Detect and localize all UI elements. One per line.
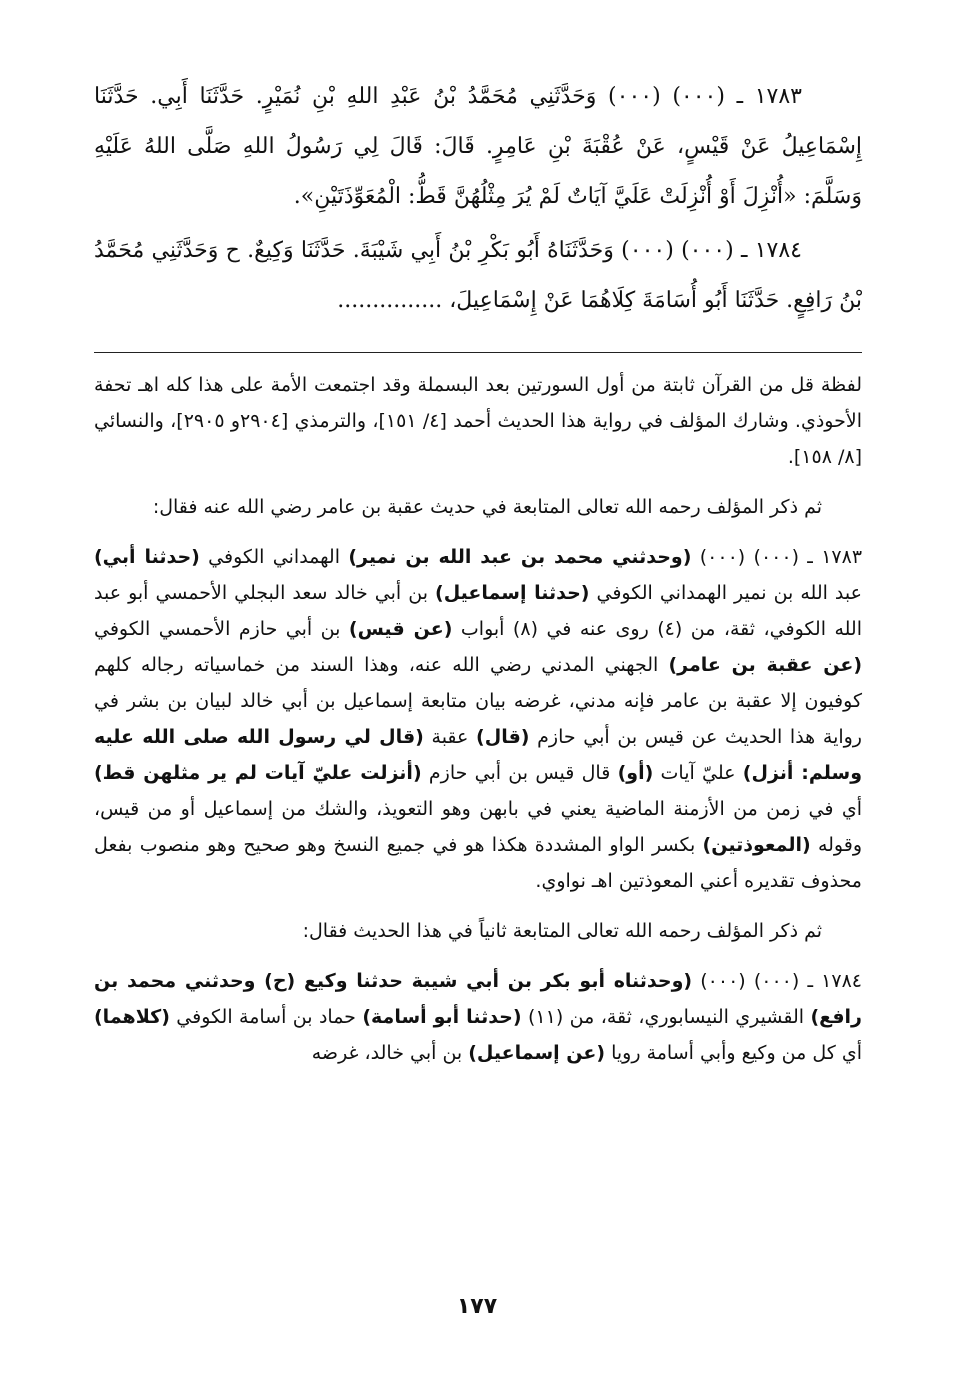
hadith-text — [94, 72, 862, 326]
commentary — [94, 367, 862, 1071]
commentary-footnote: لفظة قل من القرآن ثابتة من أول السورتين بعد البسملة وقد اجتمعت الأمة على هذا كله اهـ تحفة الأحوذي. وشارك المؤلف في رواية هذا الحديث أحمد [٤/ ١٥١]، والترمذي [٢٩٠٤و ٢٩٠٥]، والنسائي [٨/ ١٥٨]. — [94, 374, 862, 468]
bold-run: (عن إسماعيل) — [468, 1042, 606, 1064]
text-run: ١٧٨٤ ـ (٠٠٠) (٠٠٠) — [692, 970, 862, 992]
hadith-1783: ١٧٨٣ ـ (٠٠٠) (٠٠٠) وَحَدَّثَنِي مُحَمَّدُ بْنُ عَبْدِ اللهِ بْنِ نُمَيْرٍ. حَدَّثَنَا أَبِي. حَدَّثَنَا إِسْمَاعِيلُ عَنْ قَيْسٍ، عَنْ عُقْبَةَ بْنِ عَامِرٍ. قَالَ: قَالَ لِي رَسُولُ اللهِ صَلَّى اللهُ عَلَيْهِ وَسَلَّمَ: «أُنْزِلَ أَوْ أُنْزِلَتْ عَلَيَّ آيَاتٌ لَمْ يُرَ مِثْلُهُنَّ قَطُّ: الْمُعَوِّذَتَيْنِ». — [94, 84, 862, 209]
text-run: أي في زمن من الأزمنة الماضية يعني في بابهن وهو التعويذ، والشك من إسماعيل أو من قيس، وقوله — [94, 798, 862, 856]
text-run: عقبة — [423, 726, 477, 748]
commentary-1784 — [94, 963, 862, 1071]
text-run: بن أبي خالد سعد البجلي الأحمسي أبو عبد الله الكوفي، ثقة، من (٤) روى عنه في (٨) أبواب — [94, 582, 862, 640]
text-run: عبد الله بن نمير الهمداني الكوفي — [589, 582, 862, 604]
text-run: عليّ آيات — [653, 762, 743, 784]
text-run: القشيري النيسابوري، ثقة، من (١١) — [521, 1006, 811, 1028]
text-run: أي كل من وكيع وأبي أسامة رويا — [605, 1042, 862, 1064]
bold-run: (وحدثناه أبو بكر بن أبي شيبة حدثنا وكيع (ح) وحدثني محمد بن رافع) — [94, 970, 862, 1028]
page-number: ١٧٧ — [456, 1294, 498, 1319]
separator-line — [94, 352, 862, 353]
bold-run: (قال) — [476, 726, 530, 748]
text-run: قال قيس بن أبي حازم — [421, 762, 618, 784]
bold-run: (أنزلت عليّ آيات لم ير مثلهن قط) — [94, 762, 422, 784]
bold-run: (أو) — [617, 762, 654, 784]
text-run: حماد بن أسامة الكوفي — [169, 1006, 363, 1028]
text-run: بكسر الواو المشددة هكذا هو في جميع النسخ وهو صحيح وهو منصوب بفعل محذوف تقديره أعني المعوذتين اهـ نواوي. — [94, 834, 862, 892]
commentary-intro-1784: ثم ذكر المؤلف رحمه الله تعالى المتابعة ثانياً في هذا الحديث فقال: — [302, 920, 822, 942]
bold-run: (عن قيس) — [348, 618, 453, 640]
commentary-1783 — [94, 539, 862, 899]
page — [94, 72, 862, 1085]
hadith-1784: ١٧٨٤ ـ (٠٠٠) (٠٠٠) وَحَدَّثَنَاهُ أَبُو بَكْرِ بْنُ أَبِي شَيْبَةَ. حَدَّثَنَا وَكِيعٌ. ح وَحَدَّثَنِي مُحَمَّدُ بْنُ رَافِعٍ. حَدَّثَنَا أَبُو أُسَامَةَ كِلَاهُمَا عَنْ إِسْمَاعِيلَ، ............... — [94, 238, 862, 313]
text-run: بن أبي خالد، غرضه — [311, 1042, 469, 1064]
bold-run: (عن عقبة بن عامر) — [668, 654, 862, 676]
bold-run: (كلاهما) — [94, 1006, 170, 1028]
text-run: الهمداني الكوفي — [199, 546, 349, 568]
text-run: بن أبي حازم الأحمسي الكوفي — [94, 618, 349, 640]
bold-run: (حدثنا أبو أسامة) — [362, 1006, 522, 1028]
bold-run: (وحدثني محمد بن عبد الله بن نمير) — [348, 546, 692, 568]
text-run: الجهني المدني رضي الله عنه، وهذا السند من خماسياته رجاله كلهم كوفيون إلا عقبة بن عامر فإنه مدني، غرضه بيان متابعة إسماعيل بن أبي خالد لبيان بن بشر في رواية هذا الحديث عن قيس بن أبي حازم — [94, 654, 862, 748]
bold-run: (حدثنا إسماعيل) — [435, 582, 590, 604]
bold-run: (حدثنا أبي) — [94, 546, 200, 568]
bold-run: (المعوذتين) — [702, 834, 811, 856]
commentary-intro-1783: ثم ذكر المؤلف رحمه الله تعالى المتابعة في حديث عقبة بن عامر رضي الله عنه فقال: — [152, 496, 822, 518]
bold-run: (قال لي رسول الله صلى الله عليه وسلم: أنزل) — [94, 726, 863, 784]
text-run: ١٧٨٣ ـ (٠٠٠) (٠٠٠) — [691, 546, 863, 568]
